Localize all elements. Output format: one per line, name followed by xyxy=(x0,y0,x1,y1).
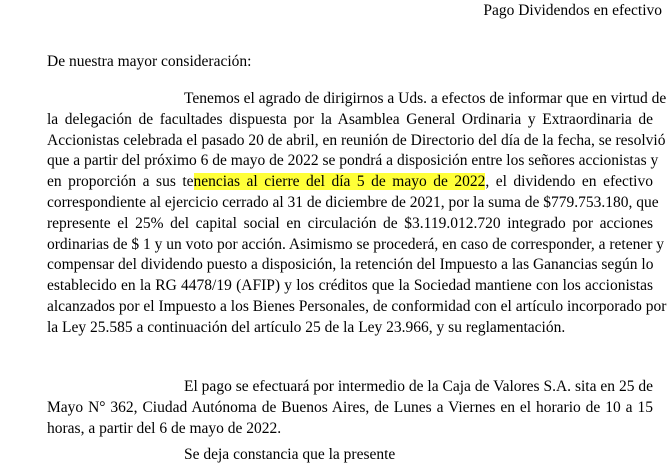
paragraph-2 xyxy=(47,377,653,439)
document-subject: Pago Dividendos en efectivo xyxy=(483,2,662,19)
paragraph-1-line: alcanzados por el Impuesto a los Bienes Personales, de conformidad con el artículo incorporado por xyxy=(47,297,667,315)
salutation: De nuestra mayor consideración: xyxy=(47,53,252,70)
paragraph-1 xyxy=(47,89,667,339)
highlight-after: , el dividendo en efectivo xyxy=(485,173,653,191)
cut-off-text: Se deja constancia que la presente xyxy=(184,446,396,463)
paragraph-1-line: correspondiente al ejercicio cerrado al 31 de diciembre de 2021, por la suma de $779.753.180, que xyxy=(47,193,659,211)
paragraph-1-line: represente el 25% del capital social en circulación de $3.119.012.720 integrado por acciones xyxy=(47,214,653,232)
cut-off-line xyxy=(47,446,653,465)
highlighted-text: nencias al cierre del día 5 de mayo de 2022 xyxy=(193,173,486,191)
paragraph-1-line: Accionistas celebrada el pasado 20 de abril, en reunión de Directorio del día de la fecha, se resolvió xyxy=(47,131,666,149)
paragraph-2-line: El pago se efectuará por intermedio de la Caja de Valores S.A. sita en 25 de xyxy=(184,378,653,395)
paragraph-1-line: que a partir del próximo 6 de mayo de 2022 se pondrá a disposición entre los señores accionistas y xyxy=(47,152,659,170)
paragraph-2-line: Mayo N° 362, Ciudad Autónoma de Buenos Aires, de Lunes a Viernes en el horario de 10 a 15 xyxy=(47,398,653,416)
paragraph-1-line: la delegación de facultades dispuesta por la Asamblea General Ordinaria y Extraordinaria de xyxy=(47,110,653,128)
paragraph-2-line: horas, a partir del 6 de mayo de 2022. xyxy=(47,419,282,437)
paragraph-1-line: Tenemos el agrado de dirigirnos a Uds. a efectos de informar que en virtud de xyxy=(184,90,667,107)
paragraph-1-line: compensar del dividendo puesto a disposición, la retención del Impuesto a las Ganancias según lo xyxy=(47,256,654,274)
highlighted-line xyxy=(47,172,653,193)
paragraph-1-line: ordinarias de $ 1 y un voto por acción. Asimismo se procederá, en caso de corresponder, a retener y xyxy=(47,235,665,253)
paragraph-1-line: la Ley 25.585 a continuación del artículo 25 de la Ley 23.966, y su reglamentación. xyxy=(47,318,566,336)
highlight-before: en proporción a sus te xyxy=(47,173,194,191)
paragraph-1-line: establecido en la RG 4478/19 (AFIP) y los créditos que la Sociedad mantiene con los accionistas xyxy=(47,277,653,295)
